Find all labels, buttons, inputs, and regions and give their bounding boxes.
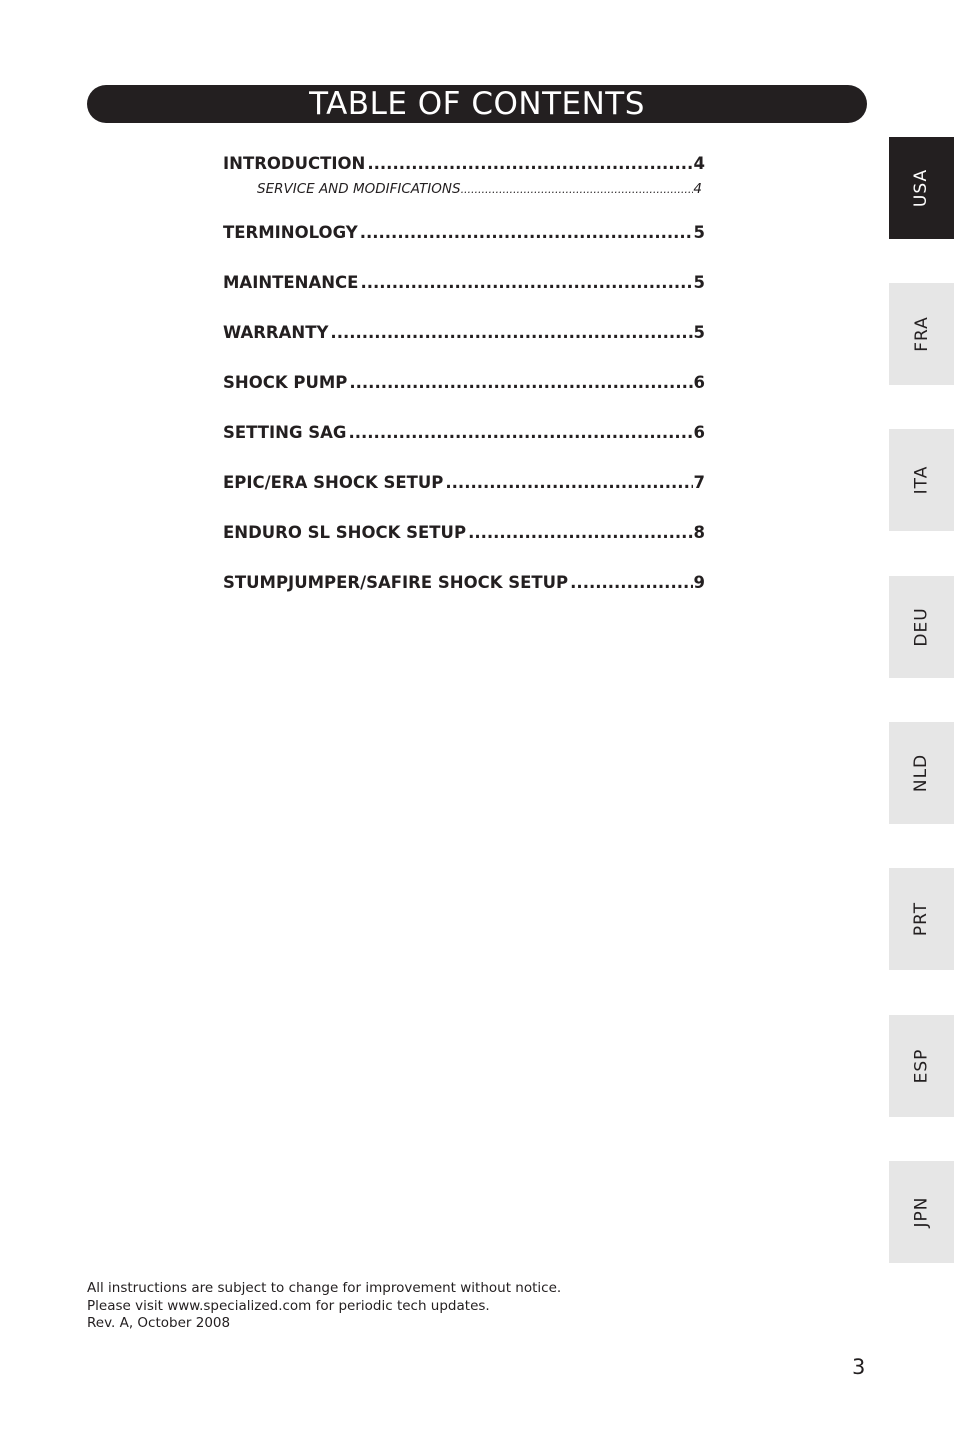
toc-entry-page: 6 [693, 423, 705, 442]
lang-tab-esp[interactable] [889, 1015, 954, 1117]
toc-entry-label: WARRANTY [223, 323, 329, 342]
lang-tab-deu[interactable] [889, 576, 954, 678]
toc-entry-label: SHOCK PUMP [223, 373, 348, 392]
footer-notes [87, 1280, 561, 1333]
footer-line-revision: Rev. A, October 2008 [87, 1315, 231, 1331]
toc-entry-label: ENDURO SL SHOCK SETUP [223, 523, 467, 542]
toc-entry-label: EPIC/ERA SHOCK SETUP [223, 473, 444, 492]
toc-entry-introduction[interactable] [223, 150, 705, 178]
dot-leader [348, 419, 692, 447]
toc-subentry-page: 4 [693, 181, 702, 197]
lang-tab-label: NLD [911, 753, 932, 793]
toc-entry-label: TERMINOLOGY [223, 223, 358, 242]
page-number: 3 [852, 1355, 866, 1379]
toc-entry-label: STUMPJUMPER/SAFIRE SHOCK SETUP [223, 573, 569, 592]
dot-leader [468, 519, 692, 547]
toc-entry-page: 5 [693, 323, 705, 342]
toc-entry-terminology[interactable] [223, 219, 705, 247]
table-of-contents [223, 150, 705, 597]
lang-tab-label: ITA [911, 465, 932, 495]
toc-entry-shock-pump[interactable] [223, 369, 705, 397]
toc-entry-page: 5 [693, 223, 705, 242]
title-bar [87, 85, 867, 123]
toc-entry-enduro-sl-shock-setup[interactable] [223, 519, 705, 547]
dot-leader [461, 179, 694, 200]
lang-tab-prt[interactable] [889, 868, 954, 970]
dot-leader [367, 150, 692, 178]
toc-entry-label: SETTING SAG [223, 423, 347, 442]
lang-tab-nld[interactable] [889, 722, 954, 824]
toc-subentry-service-and-modifications[interactable] [257, 178, 702, 200]
toc-entry-page: 5 [693, 273, 705, 292]
toc-entry-page: 8 [693, 523, 705, 542]
lang-tab-ita[interactable] [889, 429, 954, 531]
lang-tab-label: ESP [911, 1048, 932, 1084]
dot-leader [349, 369, 692, 397]
footer-line-website: Please visit www.specialized.com for periodic tech updates. [87, 1297, 490, 1314]
lang-tab-label: JPN [911, 1196, 932, 1228]
dot-leader [360, 219, 693, 247]
toc-entry-page: 7 [693, 473, 705, 492]
toc-entry-label: INTRODUCTION [223, 154, 366, 173]
lang-tab-fra[interactable] [889, 283, 954, 385]
lang-tab-label: FRA [911, 316, 932, 352]
toc-subentry-label: SERVICE AND MODIFICATIONS [257, 181, 461, 197]
lang-tab-label: DEU [911, 607, 932, 647]
toc-entry-page: 9 [693, 573, 705, 592]
dot-leader [445, 469, 692, 497]
toc-entry-maintenance[interactable] [223, 269, 705, 297]
footer-line-disclaimer: All instructions are subject to change for improvement without notice. [87, 1280, 562, 1296]
dot-leader [330, 319, 692, 347]
toc-entry-epic-era-shock-setup[interactable] [223, 469, 705, 497]
page-title: TABLE OF CONTENTS [309, 85, 645, 122]
dot-leader [360, 269, 692, 297]
dot-leader [570, 569, 692, 597]
toc-entry-setting-sag[interactable] [223, 419, 705, 447]
lang-tab-usa[interactable] [889, 137, 954, 239]
lang-tab-label: USA [911, 168, 932, 208]
toc-entry-warranty[interactable] [223, 319, 705, 347]
lang-tab-jpn[interactable] [889, 1161, 954, 1263]
toc-entry-stumpjumper-safire-shock-setup[interactable] [223, 569, 705, 597]
toc-entry-label: MAINTENANCE [223, 273, 359, 292]
toc-entry-page: 6 [693, 373, 705, 392]
lang-tab-label: PRT [911, 901, 932, 937]
toc-entry-page: 4 [693, 154, 705, 173]
